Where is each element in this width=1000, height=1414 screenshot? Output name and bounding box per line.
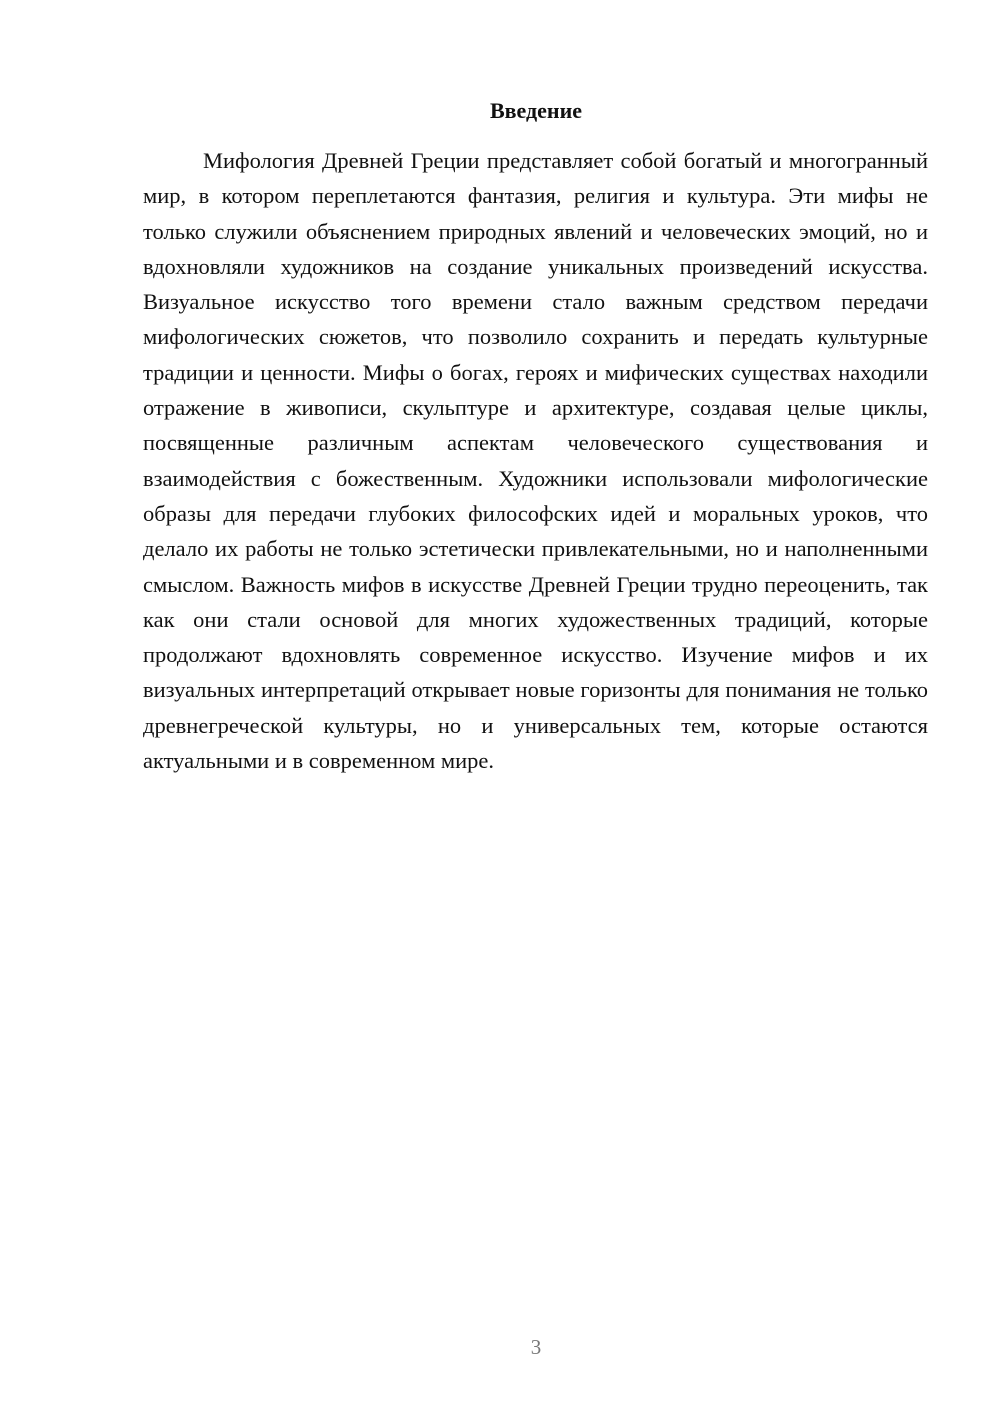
body-paragraph: Мифология Древней Греции представляет собой богатый и многогранный мир, в котором переплетаются фантазия, религия и культура. Эти мифы не только служили объяснением природных явлений и человеческих эмоций, но и вдохновляли художников на создание уникальных произведений искусства. Визуальное искусство того времени стало важным средством передачи мифологических сюжетов, что позволило сохранить и передать культурные традиции и ценности. Мифы о богах, героях и мифических существах находили отражение в живописи, скульптуре и архитектуре, создавая целые циклы, посвященные различным аспектам человеческого существования и взаимодействия с божественным. Художники использовали мифологические образы для передачи глубоких философских идей и моральных уроков, что делало их работы не только эстетически привлекательными, но и наполненными смыслом. Важность мифов в искусстве Древней Греции трудно переоценить, так как они стали основой для многих художественных традиций, которые продолжают вдохновлять современное искусство. Изучение мифов и их визуальных интерпретаций открывает новые горизонты для понимания не только древнегреческой культуры, но и универсальных тем, которые остаются актуальными и в современном мире. [143,148,928,774]
section-heading: Введение [489,98,583,123]
page-number: 3 [530,1335,542,1359]
